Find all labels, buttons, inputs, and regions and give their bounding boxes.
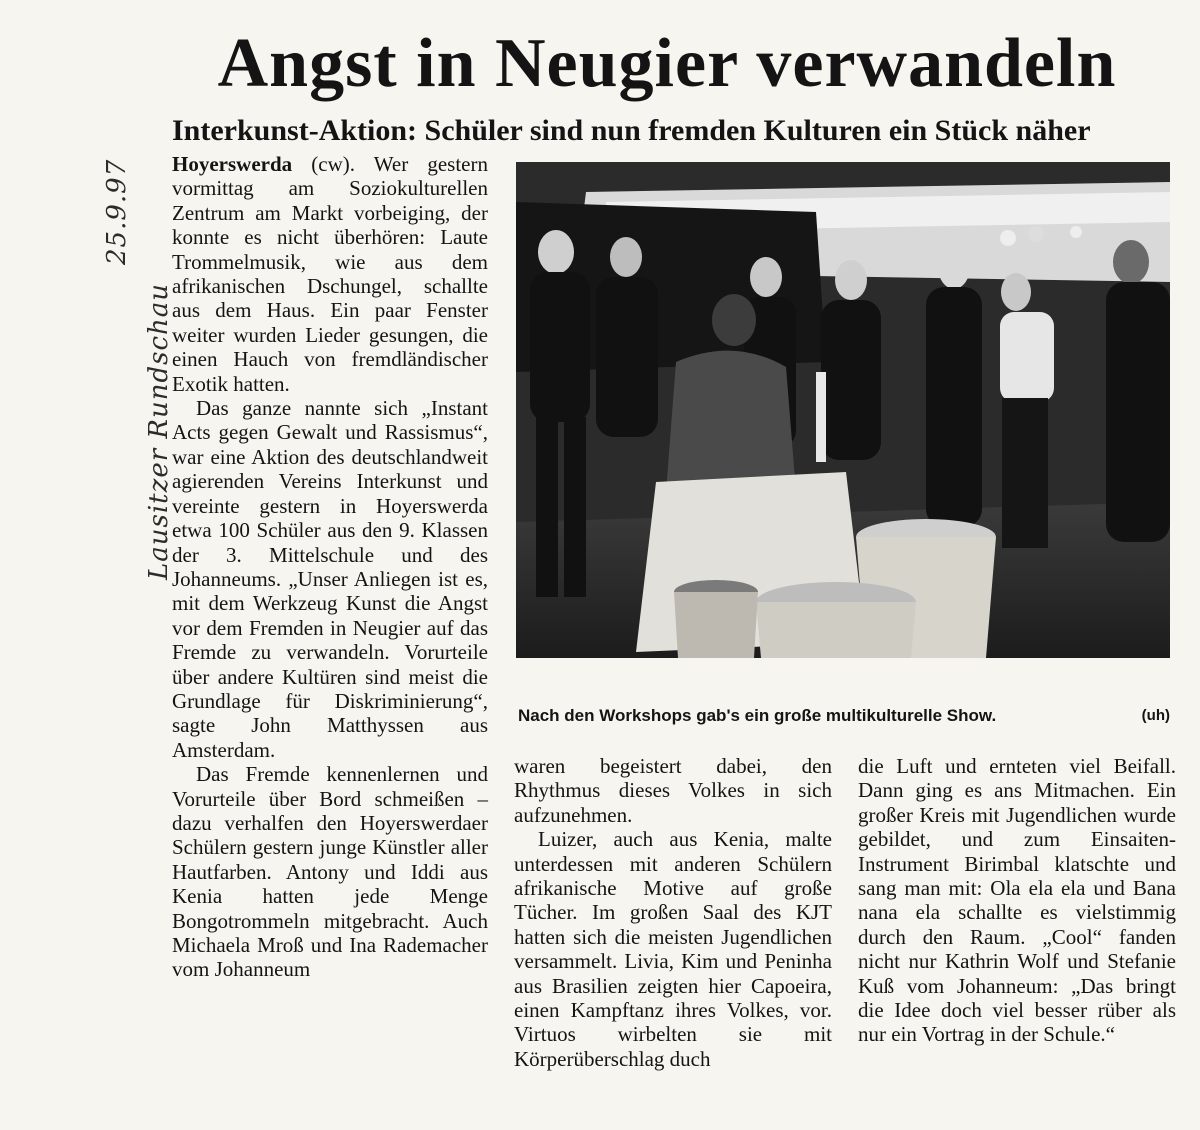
caption-text: Nach den Workshops gab's ein große multikulturelle Show. bbox=[518, 706, 997, 725]
article-column-2 bbox=[514, 754, 832, 1071]
headline: Angst in Neugier verwandeln bbox=[217, 25, 1117, 102]
photo-caption bbox=[516, 704, 1170, 728]
handwritten-margin-note bbox=[52, 80, 174, 580]
paragraph bbox=[172, 152, 488, 396]
article-photo bbox=[516, 162, 1170, 658]
photo-drummers-and-singers bbox=[516, 162, 1170, 658]
paragraph: waren begeistert dabei, den Rhythmus dieses Volkes in sich aufzunehmen. bbox=[514, 754, 832, 827]
paragraph-text: (cw). Wer gestern vormittag am Soziokulturellen Zentrum am Markt vorbeiging, der konnte es nicht überhören: Laute Trommelmusik, wie aus dem afrikanischen Dschungel, schallte aus dem Haus. Ein paar Fenster weiter wurden Lieder gesungen, die einen Hauch von fremdländischer Exotik hatten. bbox=[172, 152, 488, 396]
subheadline: Interkunst-Aktion: Schüler sind nun fremden Kulturen ein Stück näher bbox=[172, 114, 1091, 147]
paragraph: Das ganze nannte sich „Instant Acts gegen Gewalt und Rassismus“, war eine Aktion des deutschlandweit agierenden Vereins Interkunst und vereinte gestern in Hoyerswerda etwa 100 Schüler aus den 9. Klassen der 3. Mittelschule und des Johanneums. „Unser Anliegen ist es, mit dem Werkzeug Kunst die Angst vor dem Fremden in Neugier auf das Fremde zu verwandeln. Vorurteile über andere Kultüren sind meist die Grundlage für Diskriminierung“, sagte John Matthyssen aus Amsterdam. bbox=[172, 396, 488, 762]
paragraph: Das Fremde kennenlernen und Vorurteile über Bord schmeißen – dazu verhalfen den Hoyerswerdaer Schülern gestern junge Künstler aller Hautfarben. Antony und Iddi aus Kenia hatten jede Menge Bongotrommeln mitgebracht. Auch Michaela Mroß und Ina Rademacher vom Johanneum bbox=[172, 762, 488, 982]
photo-credit: (uh) bbox=[1141, 707, 1170, 724]
handwritten-date: 25.9.97 bbox=[102, 158, 132, 265]
paragraph: die Luft und ernteten viel Beifall. Dann ging es ans Mitmachen. Ein großer Kreis mit Jugendlichen wurde gebildet, und zum Einsaiten-Instrument Birimbal klatschte und sang man mit: Ola ela ela und Bana nana ela schallte es vielstimmig durch den Raum. „Cool“ fanden nicht nur Kathrin Wolf und Stefanie Kuß vom Johanneum: „Das bringt die Idee doch viel besser rüber als nur ein Vortrag in der Schule.“ bbox=[858, 754, 1176, 1047]
article-column-1 bbox=[172, 152, 488, 982]
handwritten-source: Lausitzer Rundschau bbox=[144, 282, 174, 580]
article-column-3 bbox=[858, 754, 1176, 1047]
paragraph: Luizer, auch aus Kenia, malte unterdessen mit anderen Schülern afrikanische Motive auf große Tücher. Im großen Saal des KJT hatten sich die meisten Jugendlichen versammelt. Livia, Kim und Peninha aus Brasilien zeigten hier Capoeira, einen Kampftanz ihres Volkes, vor. Virtuos wirbelten sie mit Körperüberschlag duch bbox=[514, 827, 832, 1071]
dateline: Hoyerswerda bbox=[172, 152, 293, 176]
